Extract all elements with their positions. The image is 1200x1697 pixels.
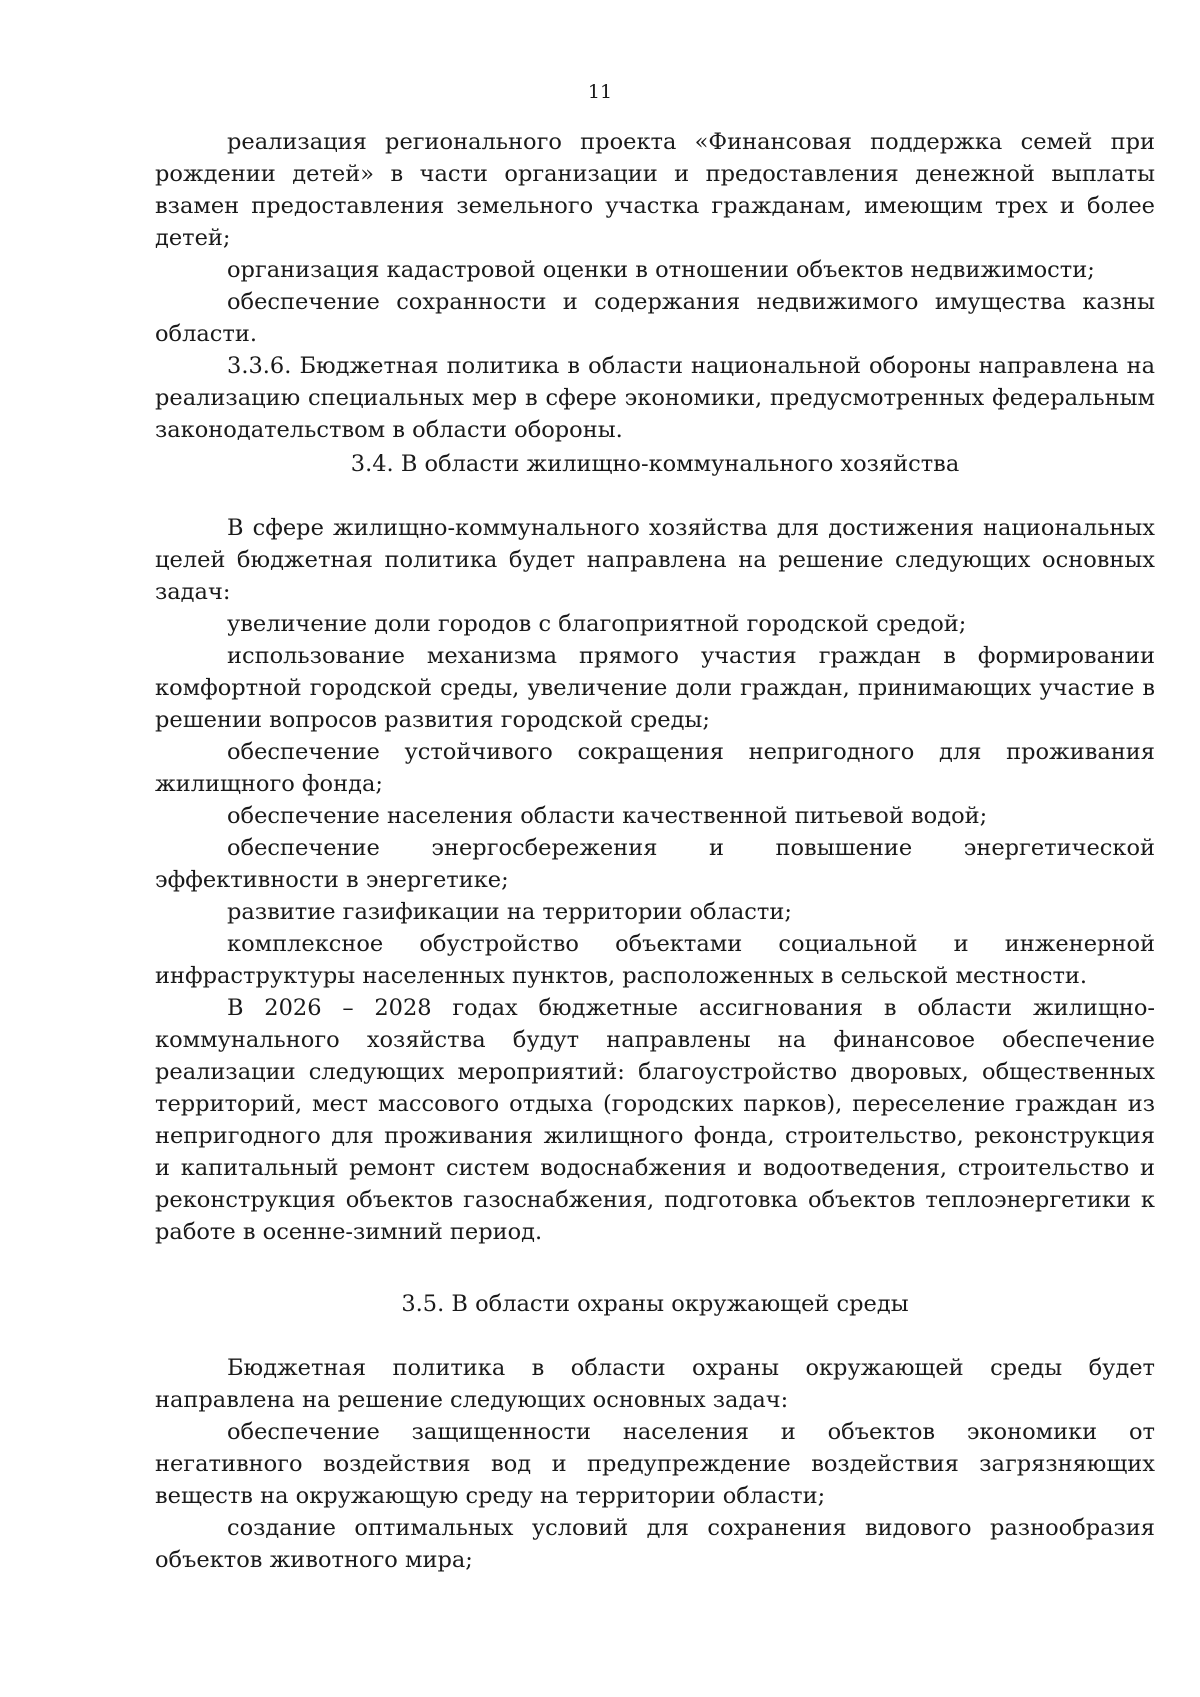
paragraph: создание оптимальных условий для сохранения видового разнообразия объектов животного мира;: [155, 1515, 1155, 1573]
section-property-and-defense: [155, 126, 1155, 446]
section-heading-3-5: 3.5. В области охраны окружающей среды: [401, 1291, 909, 1317]
page-number: 11: [587, 81, 613, 103]
paragraph: В сфере жилищно-коммунального хозяйства для достижения национальных целей бюджетная политика будет направлена на решение следующих основных задач:: [155, 515, 1155, 605]
section-heading-3-5-wrapper: [155, 1288, 1155, 1320]
section-heading-3-4-wrapper: [155, 448, 1155, 480]
paragraph: увеличение доли городов с благоприятной городской средой;: [227, 611, 967, 637]
section-heading-3-4: 3.4. В области жилищно-коммунального хозяйства: [350, 451, 960, 477]
paragraph: развитие газификации на территории области;: [227, 899, 792, 925]
paragraph: обеспечение устойчивого сокращения непригодного для проживания жилищного фонда;: [155, 739, 1155, 797]
paragraph: обеспечение населения области качественной питьевой водой;: [227, 803, 988, 829]
paragraph: В 2026 – 2028 годах бюджетные ассигнования в области жилищно-коммунального хозяйства будут направлены на финансовое обеспечение реализации следующих мероприятий: благоустройство дворовых, общественных территорий, мест массового отдыха (городских парков), переселение граждан из непригодного для проживания жилищного фонда, строительство, реконструкция и капитальный ремонт систем водоснабжения и водоотведения, строительство и реконструкция объектов газоснабжения, подготовка объектов теплоэнергетики к работе в осенне-зимний период.: [155, 995, 1155, 1245]
paragraph: организация кадастровой оценки в отношении объектов недвижимости;: [227, 257, 1095, 283]
paragraph: комплексное обустройство объектами социальной и инженерной инфраструктуры населенных пунктов, расположенных в сельской местности.: [155, 931, 1155, 989]
paragraph: обеспечение сохранности и содержания недвижимого имущества казны области.: [155, 289, 1155, 347]
section-3-4-body: [155, 512, 1155, 1248]
paragraph: реализация регионального проекта «Финансовая поддержка семей при рождении детей» в части организации и предоставления денежной выплаты взамен предоставления земельного участка гражданам, имеющим трех и более детей;: [155, 129, 1155, 251]
paragraph: обеспечение защищенности населения и объектов экономики от негативного воздействия вод и предупреждение воздействия загрязняющих веществ на окружающую среду на территории области;: [155, 1419, 1155, 1509]
paragraph: обеспечение энергосбережения и повышение энергетической эффективности в энергетике;: [155, 835, 1155, 893]
section-3-5-body: [155, 1352, 1155, 1576]
paragraph: Бюджетная политика в области охраны окружающей среды будет направлена на решение следующих основных задач:: [155, 1355, 1155, 1413]
paragraph: 3.3.6. Бюджетная политика в области национальной обороны направлена на реализацию специальных мер в сфере экономики, предусмотренных федеральным законодательством в области обороны.: [155, 353, 1155, 443]
paragraph: использование механизма прямого участия граждан в формировании комфортной городской среды, увеличение доли граждан, принимающих участие в решении вопросов развития городской среды;: [155, 643, 1155, 733]
